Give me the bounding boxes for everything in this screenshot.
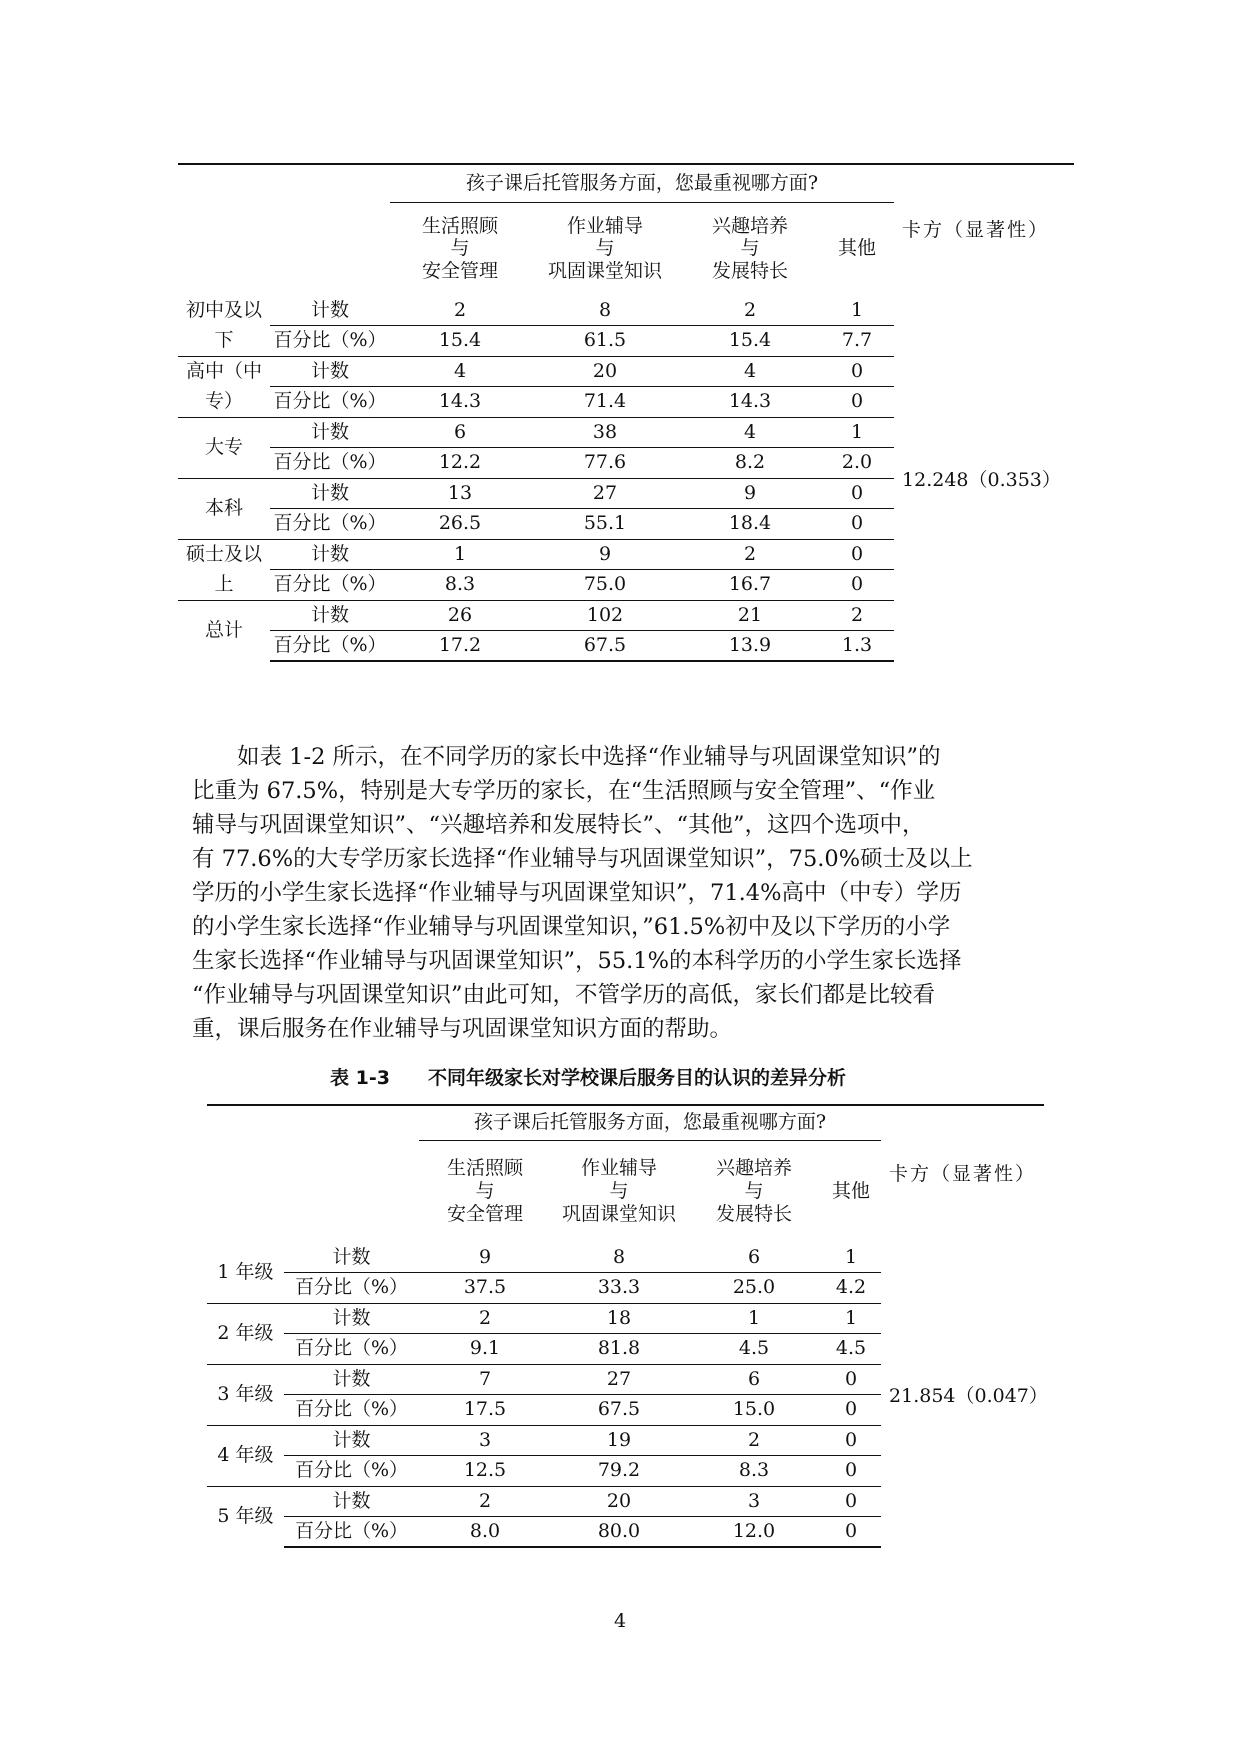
percent-cell: 12.2	[390, 448, 530, 479]
question-header: 孩子课后托管服务方面，您最重视哪方面?	[390, 164, 894, 202]
group-label: 总计	[204, 619, 243, 642]
chi-square-header: 卡方（显著性）	[894, 164, 1074, 295]
group-label-cont: 专）	[178, 387, 270, 418]
count-cell: 8	[551, 1242, 687, 1273]
count-cell: 0	[820, 356, 894, 387]
option-header: 作业辅导 与 巩固课堂知识	[561, 1157, 676, 1225]
count-row	[207, 1242, 1044, 1273]
group-label-cont: 上	[178, 570, 270, 601]
paragraph-line: 学历的小学生家长选择“作业辅导与巩固课堂知识”，71.4%高中（中专）学历	[192, 880, 962, 906]
count-cell: 9	[419, 1242, 551, 1273]
percent-label: 百分比（%）	[270, 387, 390, 418]
percent-cell: 14.3	[390, 387, 530, 418]
percent-cell: 12.0	[687, 1517, 821, 1548]
count-cell: 3	[687, 1486, 821, 1517]
chi-square-value: 21.854（0.047）	[889, 1385, 1048, 1408]
percent-cell: 8.3	[390, 570, 530, 601]
percent-cell: 14.3	[680, 387, 820, 418]
count-cell: 21	[680, 600, 820, 631]
percent-label: 百分比（%）	[270, 509, 390, 540]
percent-cell: 2.0	[820, 448, 894, 479]
percent-cell: 8.3	[687, 1456, 821, 1487]
corner-cell	[207, 1105, 284, 1242]
count-cell: 1	[390, 539, 530, 570]
group-label: 2 年级	[207, 1303, 284, 1364]
corner-cell	[178, 164, 270, 295]
corner-cell	[270, 164, 390, 295]
education-crosstab-table	[178, 163, 1074, 662]
count-cell: 2	[419, 1303, 551, 1334]
count-row	[178, 295, 1074, 326]
caption-title: 不同年级家长对学校课后服务目的认识的差异分析	[428, 1067, 847, 1089]
percent-cell: 7.7	[820, 326, 894, 357]
paragraph-line: 如表 1-2 所示，在不同学历的家长中选择“作业辅导与巩固课堂知识”的	[192, 744, 941, 770]
percent-cell: 17.5	[419, 1395, 551, 1426]
percent-label: 百分比（%）	[284, 1456, 419, 1487]
option-header: 其他	[832, 1179, 871, 1202]
count-cell: 1	[820, 417, 894, 448]
count-cell: 2	[687, 1425, 821, 1456]
page-number: 4	[613, 1610, 627, 1632]
count-cell: 2	[419, 1486, 551, 1517]
percent-cell: 8.2	[680, 448, 820, 479]
count-label: 计数	[270, 295, 390, 326]
count-cell: 20	[530, 356, 680, 387]
percent-cell: 0	[821, 1395, 881, 1426]
option-header: 兴趣培养 与 发展特长	[715, 1157, 792, 1225]
percent-cell: 0	[821, 1456, 881, 1487]
count-cell: 7	[419, 1364, 551, 1395]
paragraph-line: “作业辅导与巩固课堂知识”由此可知，不管学历的高低，家长们都是比较看	[192, 982, 936, 1008]
count-cell: 6	[687, 1242, 821, 1273]
count-label: 计数	[284, 1242, 419, 1273]
count-label: 计数	[270, 600, 390, 631]
count-cell: 2	[390, 295, 530, 326]
paragraph-line: 有 77.6%的大专学历家长选择“作业辅导与巩固课堂知识”，75.0%硕士及以上	[192, 846, 973, 872]
percent-cell: 9.1	[419, 1334, 551, 1365]
group-label: 大专	[178, 417, 270, 478]
count-cell: 1	[821, 1303, 881, 1334]
group-label: 本科	[178, 478, 270, 539]
option-header: 生活照顾 与 安全管理	[421, 214, 498, 283]
percent-cell: 0	[820, 387, 894, 418]
count-label: 计数	[270, 478, 390, 509]
count-cell: 4	[390, 356, 530, 387]
percent-cell: 4.2	[821, 1273, 881, 1304]
count-cell: 38	[530, 417, 680, 448]
count-cell: 4	[680, 417, 820, 448]
count-cell: 0	[820, 478, 894, 509]
percent-cell: 0	[820, 509, 894, 540]
group-label-cont: 下	[178, 326, 270, 357]
caption-number: 表 1-3	[330, 1067, 390, 1089]
percent-label: 百分比（%）	[284, 1395, 419, 1426]
percent-cell: 71.4	[530, 387, 680, 418]
count-cell: 2	[680, 295, 820, 326]
percent-cell: 79.2	[551, 1456, 687, 1487]
group-label: 4 年级	[207, 1425, 284, 1486]
percent-cell: 25.0	[687, 1273, 821, 1304]
chi-square-value: 12.248（0.353）	[902, 468, 1061, 491]
corner-cell	[284, 1105, 419, 1242]
percent-cell: 67.5	[551, 1395, 687, 1426]
percent-cell: 0	[821, 1517, 881, 1548]
group-label: 初中及以	[185, 298, 262, 321]
count-cell: 4	[680, 356, 820, 387]
group-label: 硕士及以	[185, 543, 262, 566]
count-cell: 13	[390, 478, 530, 509]
count-cell: 18	[551, 1303, 687, 1334]
count-label: 计数	[284, 1364, 419, 1395]
count-cell: 27	[551, 1364, 687, 1395]
percent-cell: 12.5	[419, 1456, 551, 1487]
percent-label: 百分比（%）	[284, 1273, 419, 1304]
percent-cell: 75.0	[530, 570, 680, 601]
paragraph-line: 生家长选择“作业辅导与巩固课堂知识”，55.1%的本科学历的小学生家长选择	[192, 948, 962, 974]
paragraph-line: 比重为 67.5%，特别是大专学历的家长，在“生活照顾与安全管理”、“作业	[192, 778, 936, 804]
count-cell: 0	[821, 1425, 881, 1456]
group-label: 3 年级	[207, 1364, 284, 1425]
count-cell: 6	[390, 417, 530, 448]
table-body	[207, 1242, 1048, 1547]
count-label: 计数	[284, 1303, 419, 1334]
count-cell: 27	[530, 478, 680, 509]
percent-cell: 67.5	[530, 631, 680, 662]
percent-label: 百分比（%）	[284, 1517, 419, 1548]
count-cell: 26	[390, 600, 530, 631]
percent-cell: 15.4	[390, 326, 530, 357]
percent-cell: 61.5	[530, 326, 680, 357]
count-cell: 0	[820, 539, 894, 570]
count-cell: 9	[530, 539, 680, 570]
count-cell: 2	[680, 539, 820, 570]
count-cell: 1	[821, 1242, 881, 1273]
option-header: 其他	[838, 237, 877, 260]
option-header: 生活照顾 与 安全管理	[446, 1157, 523, 1225]
percent-label: 百分比（%）	[284, 1334, 419, 1365]
percent-cell: 80.0	[551, 1517, 687, 1548]
percent-cell: 8.0	[419, 1517, 551, 1548]
count-cell: 6	[687, 1364, 821, 1395]
percent-cell: 4.5	[821, 1334, 881, 1365]
percent-label: 百分比（%）	[270, 448, 390, 479]
percent-cell: 81.8	[551, 1334, 687, 1365]
percent-cell: 13.9	[680, 631, 820, 662]
count-label: 计数	[270, 539, 390, 570]
count-cell: 20	[551, 1486, 687, 1517]
option-header: 兴趣培养 与 发展特长	[711, 214, 788, 283]
count-label: 计数	[284, 1425, 419, 1456]
count-cell: 2	[820, 600, 894, 631]
paragraph-line: 重，课后服务在作业辅导与巩固课堂知识方面的帮助。	[192, 1016, 733, 1042]
paragraph-line: 的小学生家长选择“作业辅导与巩固课堂知识，”61.5%初中及以下学历的小学	[192, 914, 951, 940]
count-cell: 1	[687, 1303, 821, 1334]
grade-crosstab-table	[207, 1104, 1048, 1548]
percent-cell: 26.5	[390, 509, 530, 540]
option-header: 作业辅导 与 巩固课堂知识	[547, 214, 662, 283]
table-caption	[330, 1063, 930, 1090]
count-cell: 9	[680, 478, 820, 509]
percent-cell: 16.7	[680, 570, 820, 601]
group-label: 高中（中	[185, 360, 262, 383]
percent-cell: 15.4	[680, 326, 820, 357]
percent-cell: 17.2	[390, 631, 530, 662]
percent-cell: 18.4	[680, 509, 820, 540]
group-label: 1 年级	[207, 1242, 284, 1303]
percent-cell: 15.0	[687, 1395, 821, 1426]
percent-cell: 4.5	[687, 1334, 821, 1365]
percent-cell: 0	[820, 570, 894, 601]
group-label: 5 年级	[217, 1505, 274, 1528]
count-label: 计数	[270, 356, 390, 387]
body-paragraph	[192, 740, 1064, 1046]
percent-label: 百分比（%）	[270, 326, 390, 357]
count-cell: 0	[821, 1364, 881, 1395]
count-cell: 8	[530, 295, 680, 326]
percent-label: 百分比（%）	[270, 570, 390, 601]
chi-square-header: 卡方（显著性）	[881, 1105, 1044, 1242]
count-cell: 102	[530, 600, 680, 631]
count-cell: 19	[551, 1425, 687, 1456]
count-label: 计数	[270, 417, 390, 448]
question-header: 孩子课后托管服务方面，您最重视哪方面?	[419, 1105, 881, 1140]
table-body	[178, 295, 1074, 661]
percent-cell: 33.3	[551, 1273, 687, 1304]
count-cell: 3	[419, 1425, 551, 1456]
percent-cell: 77.6	[530, 448, 680, 479]
percent-cell: 1.3	[820, 631, 894, 662]
count-label: 计数	[284, 1486, 419, 1517]
count-cell: 1	[820, 295, 894, 326]
percent-cell: 37.5	[419, 1273, 551, 1304]
percent-label: 百分比（%）	[270, 631, 390, 662]
percent-cell: 55.1	[530, 509, 680, 540]
count-cell: 0	[821, 1486, 881, 1517]
paragraph-line: 辅导与巩固课堂知识”、“兴趣培养和发展特长”、“其他”，这四个选项中，	[192, 812, 925, 838]
